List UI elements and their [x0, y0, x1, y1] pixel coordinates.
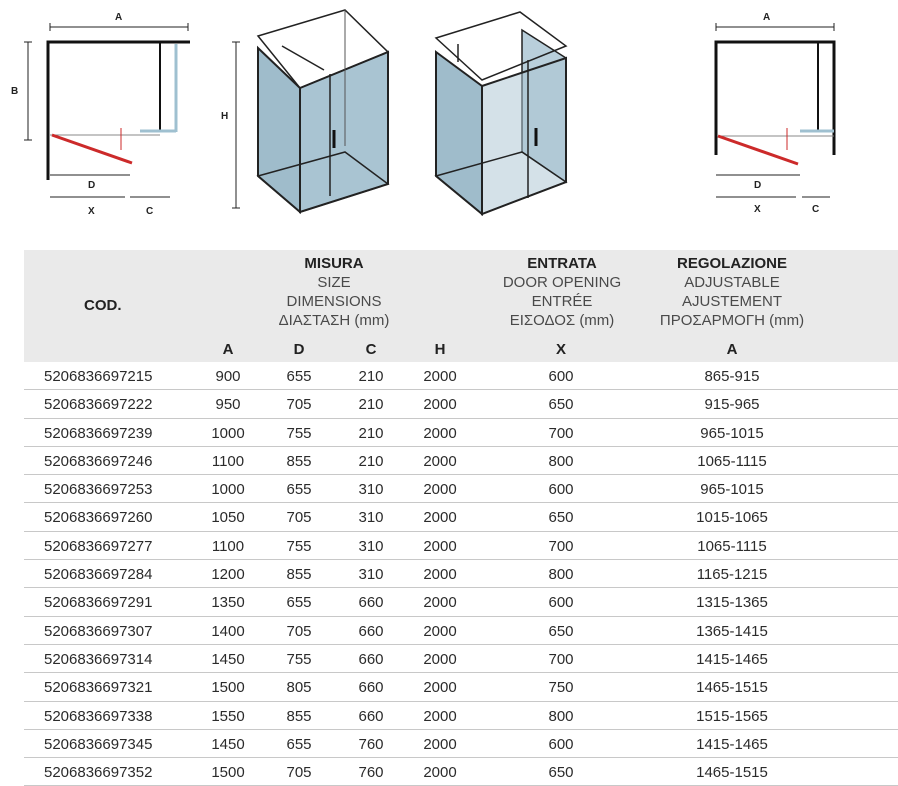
plan-view-right — [716, 12, 834, 215]
x-cell: 650 — [548, 396, 574, 414]
a-cell: 1500 — [211, 764, 245, 782]
d-cell: 705 — [286, 764, 312, 782]
x-cell: 700 — [548, 650, 574, 668]
a-cell: 1100 — [211, 537, 245, 555]
h-cell: 2000 — [423, 679, 457, 697]
entrata-header — [492, 254, 632, 330]
technical-drawings — [0, 0, 898, 240]
dim-h-label: H — [221, 111, 229, 122]
adjustable-cell: 1065-1115 — [697, 537, 767, 555]
cod-cell: 5206836697246 — [44, 452, 153, 470]
cod-cell: 5206836697314 — [44, 650, 153, 668]
h-cell: 2000 — [423, 396, 457, 414]
c-cell: 210 — [358, 424, 384, 442]
d-cell: 655 — [286, 594, 312, 612]
d-cell: 755 — [286, 650, 312, 668]
a-cell: 1350 — [211, 594, 245, 612]
d-cell: 655 — [286, 481, 312, 499]
dim-a-label-right: A — [763, 12, 771, 23]
a-cell: 1000 — [211, 424, 245, 442]
h-cell: 2000 — [423, 622, 457, 640]
h-cell: 2000 — [423, 735, 457, 753]
h-cell: 2000 — [423, 707, 457, 725]
entrata-line2: ENTRÉE — [531, 293, 593, 310]
dim-x-label-right: X — [754, 204, 761, 215]
cod-cell: 5206836697215 — [44, 368, 153, 385]
x-cell: 800 — [548, 452, 574, 470]
misura-line2: DIMENSIONS — [286, 293, 382, 310]
col-x-header: X — [555, 341, 566, 358]
plan-view-left — [11, 12, 190, 217]
entrata-title: ENTRATA — [527, 255, 597, 272]
regolazione-line1: ADJUSTABLE — [684, 274, 780, 291]
a-cell: 1100 — [211, 452, 245, 470]
d-cell: 855 — [286, 707, 312, 725]
misura-line1: SIZE — [317, 274, 351, 291]
table-row — [24, 419, 898, 447]
misura-header — [264, 254, 404, 330]
h-cell: 2000 — [423, 368, 457, 385]
c-cell: 660 — [358, 679, 384, 697]
perspective-view-2 — [436, 12, 566, 214]
adjustable-cell: 1415-1465 — [696, 650, 768, 668]
c-cell: 660 — [358, 622, 384, 640]
col-d-header: D — [293, 341, 305, 358]
adjustable-cell: 1415-1465 — [696, 735, 768, 753]
table-header — [24, 250, 898, 362]
adjustable-cell: 1165-1215 — [696, 566, 768, 584]
dim-d-label-right: D — [754, 180, 762, 191]
c-cell: 660 — [358, 594, 384, 612]
c-cell: 660 — [358, 650, 384, 668]
d-cell: 805 — [286, 679, 312, 697]
misura-line3: ΔΙΑΣΤΑΣΗ (mm) — [278, 312, 390, 329]
adjustable-cell: 1315-1365 — [696, 594, 768, 612]
table-row — [24, 447, 898, 475]
cod-cell: 5206836697345 — [44, 735, 153, 753]
table-row — [24, 588, 898, 616]
adjustable-cell: 1015-1065 — [696, 509, 768, 527]
cod-cell: 5206836697291 — [44, 594, 153, 612]
table-row — [24, 645, 898, 673]
x-cell: 650 — [548, 622, 574, 640]
col-adj-header: A — [726, 341, 738, 358]
adjustable-cell: 915-965 — [704, 396, 760, 414]
c-cell: 310 — [358, 509, 384, 527]
h-cell: 2000 — [423, 594, 457, 612]
d-cell: 705 — [286, 622, 312, 640]
cod-cell: 5206836697260 — [44, 509, 153, 527]
x-cell: 600 — [548, 594, 574, 612]
a-cell: 1500 — [211, 679, 245, 697]
a-cell: 1550 — [211, 707, 245, 725]
c-cell: 760 — [358, 735, 384, 753]
a-cell: 1450 — [211, 650, 245, 668]
adjustable-cell: 1365-1415 — [696, 622, 768, 640]
misura-title: MISURA — [304, 255, 364, 272]
table-row — [24, 532, 898, 560]
h-cell: 2000 — [423, 481, 457, 499]
d-cell: 855 — [286, 452, 312, 470]
regolazione-header — [646, 254, 818, 330]
h-cell: 2000 — [423, 537, 457, 555]
table-row — [24, 560, 898, 588]
regolazione-line3: ΠΡΟΣΑΡΜΟΓΗ (mm) — [659, 312, 805, 329]
d-cell: 755 — [286, 424, 312, 442]
cod-cell: 5206836697277 — [44, 537, 153, 555]
table-row — [24, 730, 898, 758]
x-cell: 750 — [548, 679, 574, 697]
cod-cell: 5206836697222 — [44, 396, 153, 414]
dim-c-label: C — [146, 206, 154, 217]
c-cell: 310 — [358, 481, 384, 499]
h-cell: 2000 — [423, 424, 457, 442]
a-cell: 1000 — [211, 481, 245, 499]
d-cell: 705 — [286, 509, 312, 527]
x-cell: 800 — [548, 707, 574, 725]
h-cell: 2000 — [423, 452, 457, 470]
adjustable-cell: 865-915 — [704, 368, 760, 385]
a-cell: 1400 — [211, 622, 245, 640]
cod-cell: 5206836697338 — [44, 707, 153, 725]
dim-c-label-right: C — [812, 204, 820, 215]
table-body — [24, 362, 898, 786]
cod-header: COD. — [84, 297, 122, 314]
cod-cell: 5206836697239 — [44, 424, 153, 442]
cod-cell: 5206836697321 — [44, 679, 153, 697]
x-cell: 650 — [548, 764, 574, 782]
col-a-header: A — [222, 341, 234, 358]
h-cell: 2000 — [423, 650, 457, 668]
c-cell: 660 — [358, 707, 384, 725]
adjustable-cell: 1465-1515 — [696, 679, 768, 697]
c-cell: 310 — [358, 566, 384, 584]
x-cell: 650 — [548, 509, 574, 527]
adjustable-cell: 1515-1565 — [696, 707, 768, 725]
regolazione-line2: AJUSTEMENT — [681, 293, 782, 310]
h-cell: 2000 — [423, 509, 457, 527]
x-cell: 700 — [548, 424, 574, 442]
entrata-line3: ΕΙΣΟΔΟΣ (mm) — [509, 312, 615, 329]
dim-x-label: X — [88, 206, 95, 217]
col-c-header: C — [365, 341, 377, 358]
table-row — [24, 503, 898, 531]
c-cell: 210 — [358, 452, 384, 470]
table-row — [24, 702, 898, 730]
a-cell: 1050 — [211, 509, 245, 527]
dim-b-label: B — [11, 86, 19, 97]
h-cell: 2000 — [423, 566, 457, 584]
c-cell: 210 — [358, 396, 384, 414]
table-row — [24, 362, 898, 390]
x-cell: 800 — [548, 566, 574, 584]
a-cell: 1200 — [211, 566, 245, 584]
adjustable-cell: 965-1015 — [700, 481, 764, 499]
table-row — [24, 617, 898, 645]
cod-cell: 5206836697307 — [44, 622, 153, 640]
dim-a-label: A — [115, 12, 123, 23]
a-cell: 1450 — [211, 735, 245, 753]
d-cell: 755 — [286, 537, 312, 555]
adjustable-cell: 1065-1115 — [697, 452, 767, 470]
x-cell: 600 — [548, 735, 574, 753]
c-cell: 210 — [358, 368, 384, 385]
x-cell: 700 — [548, 537, 574, 555]
cod-cell: 5206836697284 — [44, 566, 153, 584]
table-row — [24, 673, 898, 701]
a-cell: 900 — [215, 368, 241, 385]
adjustable-cell: 1465-1515 — [696, 764, 768, 782]
d-cell: 655 — [286, 735, 312, 753]
dim-d-label: D — [88, 180, 96, 191]
a-cell: 950 — [215, 396, 241, 414]
perspective-view-1 — [221, 10, 388, 212]
cod-cell: 5206836697352 — [44, 764, 153, 782]
regolazione-title: REGOLAZIONE — [676, 255, 787, 272]
cod-cell: 5206836697253 — [44, 481, 153, 499]
d-cell: 855 — [286, 566, 312, 584]
table-row — [24, 390, 898, 418]
table-row — [24, 475, 898, 503]
col-h-header: H — [434, 341, 446, 358]
d-cell: 705 — [286, 396, 312, 414]
d-cell: 655 — [286, 368, 312, 385]
x-cell: 600 — [548, 368, 574, 385]
h-cell: 2000 — [423, 764, 457, 782]
x-cell: 600 — [548, 481, 574, 499]
adjustable-cell: 965-1015 — [700, 424, 764, 442]
table-row — [24, 758, 898, 786]
c-cell: 760 — [358, 764, 384, 782]
c-cell: 310 — [358, 537, 384, 555]
entrata-line1: DOOR OPENING — [502, 274, 622, 291]
